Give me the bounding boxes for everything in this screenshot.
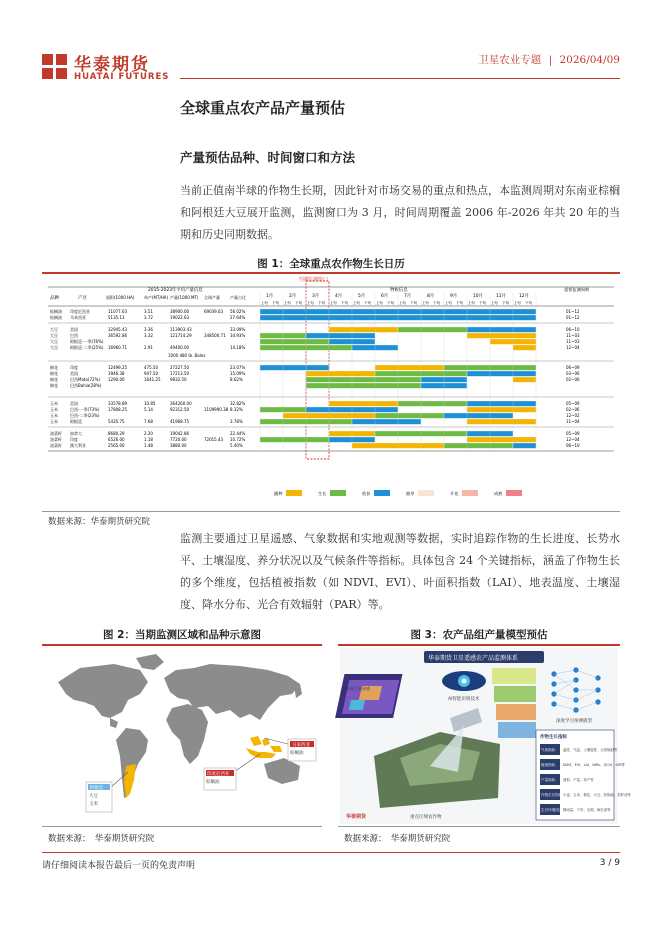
calendar-row bbox=[50, 406, 580, 412]
row-region: 澳大利亚 bbox=[70, 443, 86, 448]
row-monitor-period: 02~06 bbox=[566, 407, 580, 412]
row-area: 2565.00 bbox=[108, 443, 125, 448]
col-head-crop: 品种 bbox=[50, 296, 60, 301]
cotton-unit-label: 1000 480 lb. Bales bbox=[168, 353, 206, 358]
banner-text: 华泰期货卫星遥感农产品监测体系 bbox=[428, 655, 519, 662]
monitor-window-label: 当期监测窗口 bbox=[298, 277, 329, 283]
legend-swatch bbox=[418, 490, 434, 496]
row-region: 印度尼西亚 bbox=[70, 309, 90, 314]
row-yield: 3.72 bbox=[144, 315, 153, 320]
tag-crop: 大豆 bbox=[89, 794, 98, 799]
row-monitor-period: 01~12 bbox=[566, 315, 580, 320]
phase-bar bbox=[467, 437, 536, 442]
row-production: 19042.86 bbox=[170, 431, 190, 436]
huatai-logo-icon bbox=[42, 52, 68, 82]
row-area: 36592.86 bbox=[108, 333, 128, 338]
phase-bar bbox=[306, 333, 375, 338]
dekad-label: 下旬 bbox=[364, 301, 372, 305]
row-area: 5135.13 bbox=[108, 315, 125, 320]
satellite-image-stack bbox=[335, 674, 402, 718]
dekad-label: 上旬 bbox=[467, 301, 475, 305]
row-area: 5435.75 bbox=[108, 419, 125, 424]
calendar-row bbox=[50, 400, 580, 406]
month-label: 10月 bbox=[473, 294, 483, 299]
month-label: 9月 bbox=[450, 294, 458, 299]
col-head-area: 面积(1000 HA) bbox=[106, 295, 135, 300]
dekad-label: 上旬 bbox=[352, 301, 360, 305]
calendar-row bbox=[50, 370, 580, 376]
feature-group-text: 小麦、玉米、棉花、大豆、棕榈油、菜籽油等 bbox=[563, 793, 631, 797]
row-yield: 5.14 bbox=[144, 407, 153, 412]
dekad-label: 下旬 bbox=[295, 301, 303, 305]
row-global-production: 348500.71 bbox=[204, 333, 226, 338]
row-yield: 3.32 bbox=[144, 333, 153, 338]
legend-label: 生长 bbox=[318, 491, 327, 496]
row-share: 3.78% bbox=[230, 419, 243, 424]
tag-title: 印度尼西亚 bbox=[207, 772, 230, 777]
feature-group-text: 降雨量、干旱、光照、病虫害等 bbox=[563, 808, 611, 812]
phase-bar bbox=[329, 401, 398, 406]
feature-group-text: 温度、气温、土壤湿度、太阳辐射等 bbox=[563, 748, 618, 752]
feature-group-name: 生长环境因素 bbox=[541, 808, 563, 812]
feature-group-name: 产量指标 bbox=[541, 778, 556, 782]
row-production: 113903.43 bbox=[170, 327, 192, 332]
figure-2-bottom-rule bbox=[42, 826, 322, 827]
dekad-label: 上旬 bbox=[421, 301, 429, 305]
row-crop: 棉花 bbox=[50, 383, 58, 388]
row-area: 17808.25 bbox=[108, 407, 128, 412]
figure-2-title: 图 2：当期监测区域和品种示意图 bbox=[103, 629, 261, 641]
row-region: 美国 bbox=[70, 371, 78, 376]
row-region: 巴西-二季(23%) bbox=[70, 413, 100, 418]
row-yield: 10.85 bbox=[144, 401, 156, 406]
tag-title: 马来西亚 bbox=[292, 743, 310, 748]
row-monitor-period: 11~04 bbox=[566, 419, 580, 424]
report-series: 卫星农业专题 bbox=[478, 54, 542, 66]
row-crop: 玉米 bbox=[50, 407, 58, 412]
row-share: 34.93% bbox=[230, 333, 246, 338]
legend-swatch bbox=[330, 490, 346, 496]
tag-title: 阿根廷 bbox=[90, 786, 104, 791]
legend-label: 收获 bbox=[362, 491, 371, 496]
row-production: 3880.00 bbox=[170, 443, 187, 448]
row-crop: 棉花 bbox=[50, 371, 58, 376]
page-number: 3 / 9 bbox=[599, 858, 620, 868]
dekad-label: 下旬 bbox=[525, 301, 533, 305]
report-date: 2026/04/09 bbox=[559, 54, 620, 66]
row-production: 38900.00 bbox=[170, 309, 190, 314]
intro-paragraph: 当前正值南半球的作物生长期，因此针对市场交易的重点和热点，本监测周期对东南亚棕榈和阿根廷大豆展开监测，监测窗口为 3 月，时间周期覆盖 2006 年-2026 年共 20 年的当期和历史同期数据。 bbox=[180, 184, 620, 241]
dekad-label: 上旬 bbox=[306, 301, 314, 305]
dekad-label: 下旬 bbox=[410, 301, 418, 305]
period-head: 重要监测周期 bbox=[564, 287, 590, 292]
legend-label: 播种 bbox=[274, 491, 283, 496]
month-label: 6月 bbox=[381, 294, 389, 299]
header-rule bbox=[180, 78, 620, 79]
crop-calendar-figure bbox=[44, 277, 618, 507]
calendar-row bbox=[50, 430, 580, 436]
row-region: 巴西Mato(72%) bbox=[70, 377, 100, 382]
figure-1-title: 图 1：全球重点农作物生长日历 bbox=[257, 258, 405, 270]
dekad-label: 上旬 bbox=[444, 301, 452, 305]
method-paragraph: 监测主要通过卫星遥感、气象数据和实地观测等数据，实时追踪作物的生长进度、长势水平、土壤湿度、养分状况以及气候条件等指标。具体包含 24 个关键指标，涵盖了作物生长的多个维度，包括植被指数（如 NDVI、EVI）、叶面积指数（LAI）、地表温度、土壤湿度、降水分布、光合有效辐射（PAR）等。 bbox=[180, 532, 620, 611]
row-yield: 3.51 bbox=[144, 309, 153, 314]
row-global-production: 72015.43 bbox=[204, 437, 224, 442]
dekad-label: 下旬 bbox=[272, 301, 280, 305]
row-share: 8.32% bbox=[230, 407, 243, 412]
col-head-share: 产量占比 bbox=[230, 295, 246, 300]
dekad-label: 上旬 bbox=[398, 301, 406, 305]
phase-bar bbox=[260, 365, 329, 370]
network-label: 深度学习预测模型 bbox=[556, 719, 592, 724]
dekad-label: 上旬 bbox=[329, 301, 337, 305]
indicators-title: 作物生长指标 bbox=[540, 735, 567, 740]
dekad-label: 上旬 bbox=[283, 301, 291, 305]
row-share: 14.18% bbox=[230, 345, 246, 350]
tag-crop: 棕榈油 bbox=[290, 751, 304, 756]
phase-bar bbox=[467, 333, 536, 338]
calendar-row bbox=[50, 418, 580, 424]
row-share: 22.44% bbox=[230, 431, 246, 436]
dekad-label: 下旬 bbox=[456, 301, 464, 305]
row-yield: 475.50 bbox=[144, 365, 158, 370]
footer-disclaimer: 请仔细阅读本报告最后一页的免责声明 bbox=[42, 861, 196, 871]
tag-crop: 棕榈油 bbox=[206, 780, 220, 785]
map-caption: 重点区域农作物 bbox=[410, 815, 442, 820]
legend-label: 成熟 bbox=[494, 491, 503, 496]
phase-bar bbox=[513, 377, 536, 382]
phase-bar bbox=[260, 339, 329, 344]
row-region: 巴西-一季(73%) bbox=[70, 407, 100, 412]
row-crop: 大豆 bbox=[50, 327, 58, 332]
row-global-production: 1109990.38 bbox=[204, 407, 229, 412]
col-head-prod: 产量(1000 MT) bbox=[170, 295, 199, 300]
calendar-row bbox=[50, 412, 580, 418]
phase-bar bbox=[329, 327, 398, 332]
row-crop: 玉米 bbox=[50, 401, 58, 406]
row-production: 27227.50 bbox=[170, 365, 190, 370]
calendar-row bbox=[50, 436, 580, 442]
calendar-row bbox=[50, 376, 580, 382]
figure-3-title: 图 3：农产品组产量模型预估 bbox=[410, 629, 548, 641]
row-area: 33578.89 bbox=[108, 401, 128, 406]
legend-label: 抽芽 bbox=[406, 491, 415, 496]
row-share: 15.09% bbox=[230, 371, 246, 376]
dekad-label: 下旬 bbox=[479, 301, 487, 305]
row-crop: 大豆 bbox=[50, 345, 58, 350]
col-head-yield: 单产(MT/HA) bbox=[144, 295, 169, 300]
row-area: 16960.71 bbox=[108, 345, 128, 350]
header-separator: | bbox=[548, 54, 553, 66]
calendar-row bbox=[50, 314, 580, 320]
dekad-label: 上旬 bbox=[260, 301, 268, 305]
dekad-label: 上旬 bbox=[490, 301, 498, 305]
row-yield: 947.50 bbox=[144, 371, 158, 376]
phase-bar bbox=[467, 401, 536, 406]
diagram-logo: 华泰期货 bbox=[346, 814, 367, 820]
row-share: 8.62% bbox=[230, 377, 243, 382]
row-monitor-period: 05~09 bbox=[566, 401, 580, 406]
row-region: 印度 bbox=[70, 365, 78, 370]
row-monitor-period: 12~04 bbox=[566, 437, 580, 442]
row-region: 印度 bbox=[70, 437, 78, 442]
tag-crop: 玉米 bbox=[89, 802, 98, 807]
row-yield: 1.18 bbox=[144, 437, 153, 442]
row-crop: 大豆 bbox=[50, 333, 58, 338]
row-area: 8680.29 bbox=[108, 431, 125, 436]
row-region: 美国 bbox=[70, 327, 78, 332]
row-monitor-period: 12~04 bbox=[566, 345, 580, 350]
row-region: 马来西亚 bbox=[70, 315, 86, 320]
calendar-row bbox=[50, 332, 580, 338]
dekad-label: 上旬 bbox=[513, 301, 521, 305]
row-share: 5.40% bbox=[230, 443, 243, 448]
dekad-label: 下旬 bbox=[318, 301, 326, 305]
row-monitor-period: 11~03 bbox=[566, 339, 580, 344]
ai-eye-icon bbox=[442, 671, 486, 691]
phase-bar bbox=[513, 443, 536, 448]
section-title: 产量预估品种、时间窗口和方法 bbox=[180, 150, 356, 165]
dekad-label: 上旬 bbox=[375, 301, 383, 305]
month-label: 1月 bbox=[266, 294, 274, 299]
row-crop: 大豆 bbox=[50, 339, 58, 344]
phase-bar bbox=[513, 345, 536, 350]
row-monitor-period: 06~09 bbox=[566, 365, 580, 370]
feature-group-name: 气象指标 bbox=[541, 748, 556, 752]
row-crop: 油菜籽 bbox=[50, 437, 62, 442]
phase-bar bbox=[375, 365, 444, 370]
row-crop: 棕榈油 bbox=[50, 315, 62, 320]
row-region: 阿根廷-一季(76%) bbox=[70, 339, 104, 344]
row-monitor-period: 12~02 bbox=[566, 413, 580, 418]
row-production: 7720.00 bbox=[170, 437, 187, 442]
figure-3-bottom-rule bbox=[338, 826, 620, 827]
row-area: 32945.43 bbox=[108, 327, 128, 332]
legend-swatch bbox=[462, 490, 478, 496]
logo-name-en: HUATAI FUTURES bbox=[74, 72, 170, 82]
row-region: 美国 bbox=[70, 401, 78, 406]
row-production: 19022.63 bbox=[170, 315, 190, 320]
phase-bar bbox=[444, 443, 513, 448]
row-production: 364260.00 bbox=[170, 401, 192, 406]
phase-bar bbox=[306, 377, 421, 382]
month-label: 8月 bbox=[427, 294, 435, 299]
row-crop: 玉米 bbox=[50, 413, 58, 418]
feature-group-text: 面积、产量、单产等 bbox=[563, 778, 594, 782]
figure-2-top-rule bbox=[42, 644, 322, 646]
phase-bar bbox=[467, 419, 536, 424]
row-area: 6526.00 bbox=[108, 437, 125, 442]
month-label: 7月 bbox=[404, 294, 412, 299]
row-production: 49400.00 bbox=[170, 345, 190, 350]
header-meta bbox=[478, 52, 620, 67]
dekad-label: 下旬 bbox=[387, 301, 395, 305]
tag-indonesia bbox=[204, 768, 236, 790]
feature-group-text: NDVI、EVI、LAI、NIRv、GCVI、SIPI等 bbox=[563, 763, 625, 767]
footer-rule bbox=[42, 852, 620, 853]
month-label: 4月 bbox=[335, 294, 343, 299]
monitoring-region-map bbox=[44, 648, 320, 824]
row-share: 56.02% bbox=[230, 309, 246, 314]
calendar-row bbox=[50, 308, 580, 314]
row-region: 巴西 bbox=[70, 333, 78, 338]
row-crop: 棕榈油 bbox=[50, 309, 62, 314]
feature-group-name: 植被指标 bbox=[541, 763, 556, 767]
row-yield: 3.36 bbox=[144, 327, 153, 332]
row-production: 17213.50 bbox=[170, 371, 190, 376]
phase-bar bbox=[352, 419, 421, 424]
figure-3-top-rule bbox=[338, 644, 620, 646]
row-region: 加拿大 bbox=[70, 431, 82, 436]
phase-bar bbox=[306, 371, 375, 376]
row-share: 23.07% bbox=[230, 365, 246, 370]
legend-label: 开花 bbox=[450, 491, 459, 496]
row-monitor-period: 11~03 bbox=[566, 333, 580, 338]
dekad-label: 下旬 bbox=[502, 301, 510, 305]
row-crop: 玉米 bbox=[50, 419, 58, 424]
row-area: 3946.38 bbox=[108, 371, 125, 376]
row-crop: 油菜籽 bbox=[50, 443, 62, 448]
month-label: 11月 bbox=[496, 294, 506, 299]
row-region: 阿根廷-二季(25%) bbox=[70, 345, 104, 350]
row-region: 巴西Bahia(28%) bbox=[70, 383, 102, 388]
month-label: 3月 bbox=[312, 294, 320, 299]
phase-bar bbox=[467, 407, 536, 412]
col-head-global: 全球产量 bbox=[204, 295, 220, 300]
row-share: 10.72% bbox=[230, 437, 246, 442]
row-area: 1290.00 bbox=[108, 377, 125, 382]
row-yield: 2.91 bbox=[144, 345, 153, 350]
month-label: 12月 bbox=[519, 294, 529, 299]
legend-swatch bbox=[506, 490, 522, 496]
row-yield: 1641.25 bbox=[144, 377, 161, 382]
eye-label: AI智能识别技术 bbox=[448, 697, 480, 702]
calendar-row bbox=[50, 338, 580, 344]
row-share: 32.82% bbox=[230, 401, 246, 406]
calendar-row bbox=[50, 326, 580, 332]
figure-1-top-rule bbox=[42, 272, 620, 274]
col-head-region: 产区 bbox=[78, 296, 88, 301]
row-production: 92312.50 bbox=[170, 407, 190, 412]
row-crop: 棉花 bbox=[50, 377, 58, 382]
row-monitor-period: 01~12 bbox=[566, 309, 580, 314]
calendar-row bbox=[50, 344, 580, 350]
phase-bar bbox=[306, 383, 421, 388]
figure-2-source: 数据来源： 华泰期货研究院 bbox=[48, 834, 155, 844]
row-crop: 棉花 bbox=[50, 365, 58, 370]
tag-argentina bbox=[86, 782, 112, 812]
row-monitor-period: 02~06 bbox=[566, 377, 580, 382]
row-share: 27.64% bbox=[230, 315, 246, 320]
row-share: 33.09% bbox=[230, 327, 246, 332]
legend-swatch bbox=[374, 490, 390, 496]
legend-swatch bbox=[286, 490, 302, 496]
row-area: 11077.63 bbox=[108, 309, 128, 314]
stats-head: 2015-2023年平均产量信息 bbox=[148, 288, 203, 293]
tag-malaysia bbox=[288, 739, 316, 761]
phase-bar bbox=[444, 413, 513, 418]
row-monitor-period: 06~10 bbox=[566, 327, 580, 332]
logo-name-cn: 华泰期货 bbox=[74, 55, 150, 75]
phase-bar bbox=[467, 371, 536, 376]
row-yield: 2.20 bbox=[144, 431, 153, 436]
row-crop: 油菜籽 bbox=[50, 431, 62, 436]
row-yield: 7.68 bbox=[144, 419, 153, 424]
row-monitor-period: 03~06 bbox=[566, 371, 580, 376]
calendar-head: 物候信息 bbox=[390, 288, 408, 293]
feature-group-name: 作物生长阶段 bbox=[541, 793, 563, 797]
row-region: 阿根廷 bbox=[70, 419, 82, 424]
row-production: 9832.50 bbox=[170, 377, 187, 382]
figure-1-source: 数据来源：华泰期货研究院 bbox=[48, 517, 151, 527]
figure-1-bottom-rule bbox=[42, 511, 620, 512]
calendar-row bbox=[50, 442, 580, 448]
calendar-row bbox=[50, 364, 580, 370]
constellation-label: 多星座卫星遥感 bbox=[342, 686, 370, 691]
row-global-production: 69039.63 bbox=[204, 309, 224, 314]
page-title: 全球重点农产品产量预估 bbox=[180, 99, 346, 117]
figure-3-source: 数据来源： 华泰期货研究院 bbox=[344, 834, 451, 844]
row-production: 121714.29 bbox=[170, 333, 192, 338]
dekad-label: 下旬 bbox=[341, 301, 349, 305]
phase-bar bbox=[260, 437, 329, 442]
phase-bar bbox=[467, 327, 536, 332]
dekad-label: 下旬 bbox=[433, 301, 441, 305]
row-yield: 1.48 bbox=[144, 443, 153, 448]
row-production: 41968.75 bbox=[170, 419, 190, 424]
row-monitor-period: 05~09 bbox=[566, 431, 580, 436]
calendar-row bbox=[50, 382, 467, 388]
row-area: 12499.25 bbox=[108, 365, 128, 370]
month-label: 5月 bbox=[358, 294, 366, 299]
row-monitor-period: 06~10 bbox=[566, 443, 580, 448]
month-label: 2月 bbox=[289, 294, 297, 299]
yield-model-diagram bbox=[340, 648, 631, 824]
